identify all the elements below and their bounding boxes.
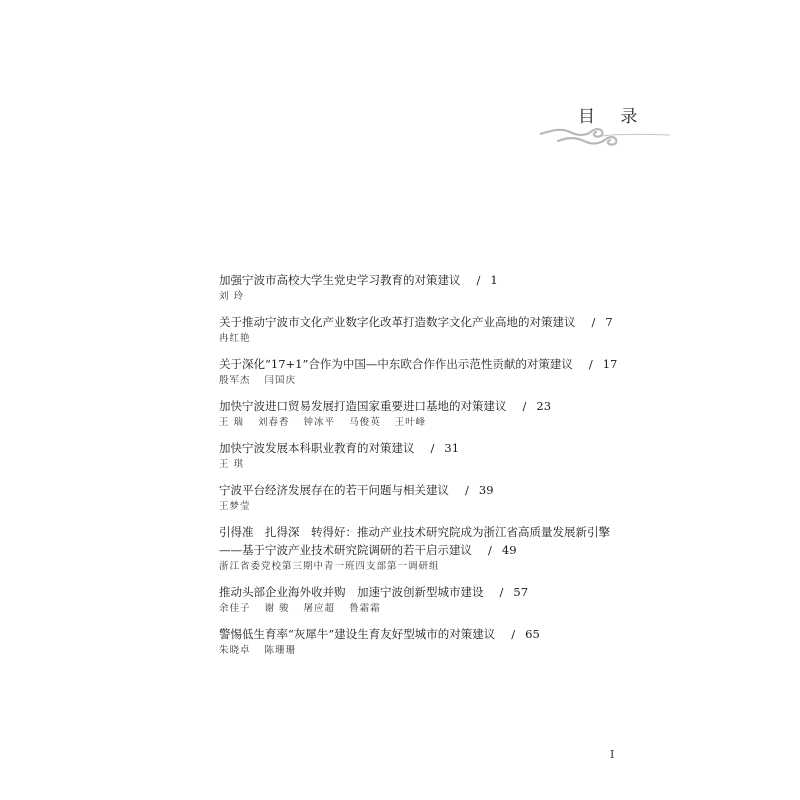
entry-title: 加快宁波进口贸易发展打造国家重要进口基地的对策建议	[219, 399, 507, 413]
page-separator: /	[430, 441, 435, 455]
entry-page-number: 65	[525, 627, 540, 641]
author-name: 刘 玲	[219, 291, 245, 302]
entry-authors	[219, 499, 659, 515]
entry-title-line	[219, 355, 659, 373]
page-separator: /	[591, 315, 596, 329]
page-separator: /	[465, 483, 469, 497]
author-name: 王 琪	[219, 459, 245, 470]
author-name: 朱晓卓	[219, 645, 251, 656]
toc-entry[interactable]	[219, 271, 659, 313]
entry-page-number: 31	[444, 441, 460, 455]
author-name: 冉红艳	[219, 333, 251, 344]
author-name: 马俊英	[349, 417, 381, 428]
toc-title: 目 录	[578, 107, 648, 127]
entry-page-number: 39	[478, 483, 494, 497]
author-name: 陈珊珊	[264, 645, 297, 656]
author-name: 屠应超	[303, 603, 336, 614]
entry-authors	[219, 415, 659, 431]
toc-entry[interactable]	[219, 481, 659, 523]
entry-title-line	[219, 397, 659, 415]
entry-authors	[219, 331, 659, 347]
entry-title: 宁波平台经济发展存在的若干问题与相关建议	[219, 483, 449, 497]
toc-entry[interactable]	[219, 397, 659, 439]
author-name: 鲁霜霜	[349, 603, 381, 614]
entry-title: 推动头部企业海外收并购 加速宁波创新型城市建设	[219, 585, 484, 599]
toc-entry[interactable]	[219, 355, 659, 397]
page-separator: /	[588, 357, 593, 371]
toc-entry[interactable]	[219, 625, 659, 667]
author-name: 钟冰平	[303, 417, 336, 428]
toc-entry[interactable]	[219, 439, 659, 481]
entry-authors	[219, 373, 659, 389]
entry-title: 关于推动宁波市文化产业数字化改革打造数字文化产业高地的对策建议	[219, 315, 576, 329]
entry-subtitle: ——基于宁波产业技术研究院调研的若干启示建议	[219, 543, 472, 557]
entry-authors	[219, 643, 659, 659]
entry-title: 关于深化“17+1”合作为中国—中东欧合作作出示范性贡献的对策建议	[219, 357, 573, 371]
entry-page-number: 1	[490, 273, 498, 287]
entry-title: 加强宁波市高校大学生党史学习教育的对策建议	[219, 273, 461, 287]
page-separator: /	[522, 399, 527, 413]
page-separator: /	[511, 627, 516, 641]
entry-authors	[219, 289, 659, 305]
page-separator: /	[488, 543, 492, 557]
entry-title: 警惕低生育率“灰犀牛”建设生育友好型城市的对策建议	[219, 627, 496, 641]
author-name: 王 瑞	[219, 417, 245, 428]
page-separator: /	[499, 585, 504, 599]
entry-page-number: 49	[501, 543, 517, 557]
author-name: 王叶峰	[394, 417, 427, 428]
entry-title-line	[219, 271, 659, 289]
toc-entry[interactable]	[219, 313, 659, 355]
entry-title-line	[219, 439, 659, 457]
toc-list	[219, 271, 659, 667]
entry-title: 引得准 扎得深 转得好：推动产业技术研究院成为浙江省高质量发展新引擎	[219, 525, 610, 539]
author-name: 闫国庆	[264, 375, 297, 386]
entry-title: 加快宁波发展本科职业教育的对策建议	[219, 441, 415, 455]
entry-title-line	[219, 481, 659, 499]
entry-page-number: 23	[536, 399, 552, 413]
entry-authors	[219, 601, 659, 617]
entry-authors	[219, 457, 659, 473]
page-folio: I	[610, 748, 615, 761]
author-name: 王梦莹	[219, 501, 251, 512]
toc-entry[interactable]	[219, 583, 659, 625]
entry-title-line	[219, 523, 659, 541]
entry-title-line	[219, 313, 659, 331]
page-separator: /	[476, 273, 481, 287]
author-name: 谢 骏	[264, 603, 290, 614]
author-name: 刘春香	[258, 417, 290, 428]
toc-header	[540, 100, 670, 160]
toc-entry[interactable]	[219, 523, 659, 583]
author-name: 浙江省委党校第三期中青一班四支部第一调研组	[219, 561, 440, 572]
author-name: 殷军杰	[219, 375, 251, 386]
entry-title-line	[219, 625, 659, 643]
entry-page-number: 7	[605, 315, 613, 329]
entry-title-line	[219, 583, 659, 601]
entry-page-number: 17	[602, 357, 618, 371]
entry-authors	[219, 559, 659, 575]
entry-page-number: 57	[513, 585, 529, 599]
wave-ornament-icon	[540, 124, 670, 154]
entry-subtitle-line	[219, 541, 659, 559]
author-name: 余佳子	[219, 603, 251, 614]
